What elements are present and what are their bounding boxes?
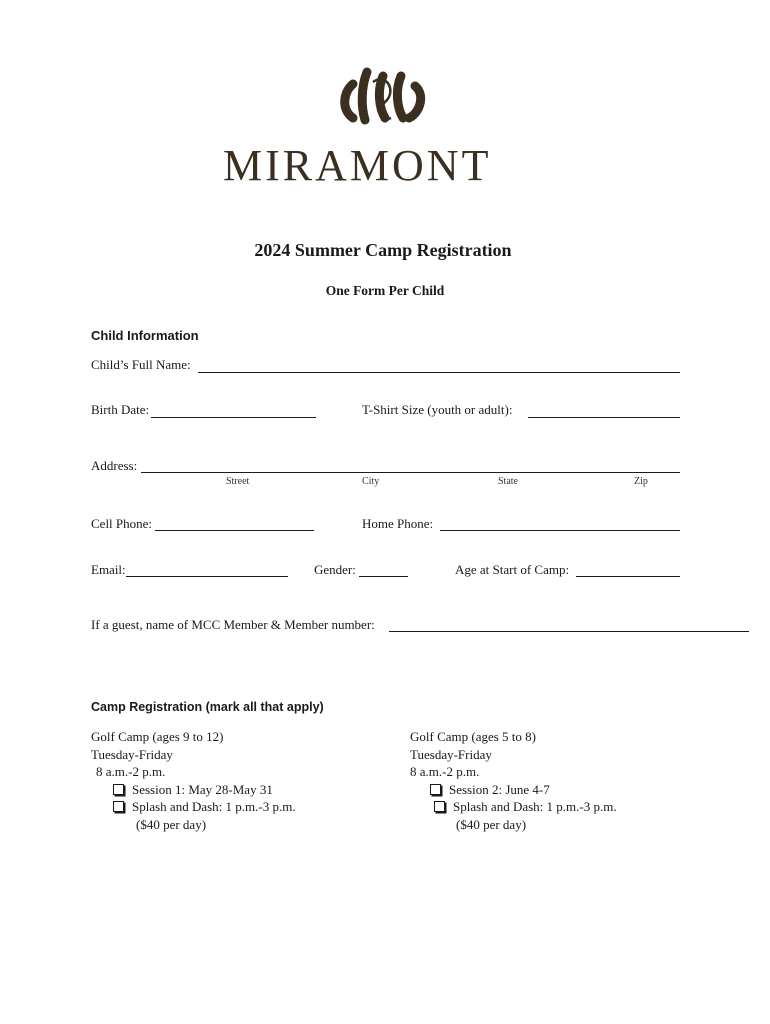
child-info-heading: Child Information: [91, 328, 199, 343]
page-subtitle: One Form Per Child: [325, 283, 445, 298]
camp-right-title: Golf Camp (ages 5 to 8): [410, 729, 537, 744]
address-state-label: State: [498, 476, 518, 487]
guest-member-label: If a guest, name of MCC Member & Member number:: [91, 617, 375, 632]
address-city-label: City: [362, 476, 380, 487]
checkbox-session-2[interactable]: [430, 784, 441, 795]
miramont-logo: [215, 62, 545, 207]
session-1-label: Session 1: May 28-May 31: [132, 781, 273, 797]
age-field[interactable]: [576, 576, 680, 577]
checkbox-splash-left[interactable]: [113, 801, 124, 812]
camp-left-column: [91, 728, 391, 833]
checkbox-session-1[interactable]: [113, 784, 124, 795]
tshirt-size-label: T-Shirt Size (youth or adult):: [362, 402, 513, 417]
session-2-label: Session 2: June 4-7: [449, 781, 550, 797]
camp-right-column: [410, 728, 710, 833]
page-title: 2024 Summer Camp Registration: [254, 240, 512, 260]
logo-wordmark: MIRAMONT: [223, 141, 492, 190]
camp-right-option-splash[interactable]: [410, 798, 710, 816]
gender-label: Gender:: [314, 562, 356, 577]
full-name-label: Child’s Full Name:: [91, 357, 191, 372]
home-phone-field[interactable]: [440, 530, 680, 531]
full-name-field[interactable]: [198, 372, 680, 373]
camp-left-option-splash[interactable]: [91, 798, 391, 816]
address-label: Address:: [91, 458, 138, 473]
home-phone-label: Home Phone:: [362, 516, 434, 531]
splash-right-label: Splash and Dash: 1 p.m.-3 p.m.: [453, 799, 617, 814]
guest-member-field[interactable]: [389, 631, 749, 632]
address-field[interactable]: [141, 472, 680, 473]
cell-phone-field[interactable]: [155, 530, 314, 531]
checkbox-splash-right[interactable]: [434, 801, 445, 812]
monogram-icon: [215, 62, 545, 137]
camp-left-option-session[interactable]: [91, 781, 391, 799]
splash-right-price: ($40 per day): [456, 816, 527, 832]
splash-left-label: Splash and Dash: 1 p.m.-3 p.m.: [132, 799, 296, 814]
email-label: Email:: [91, 562, 126, 577]
gender-field[interactable]: [359, 576, 408, 577]
camp-right-days: Tuesday-Friday: [410, 746, 492, 762]
camp-right-hours: 8 a.m.-2 p.m.: [410, 764, 480, 779]
email-field[interactable]: [126, 576, 288, 577]
address-street-label: Street: [226, 476, 250, 487]
age-label: Age at Start of Camp:: [455, 562, 570, 577]
birth-date-field[interactable]: [151, 417, 316, 418]
camp-left-days: Tuesday-Friday: [91, 746, 173, 762]
address-zip-label: Zip: [634, 476, 648, 487]
camp-left-title: Golf Camp (ages 9 to 12): [91, 729, 224, 744]
camp-left-hours: 8 a.m.-2 p.m.: [96, 764, 166, 779]
camp-right-option-session[interactable]: [410, 781, 710, 799]
splash-left-price: ($40 per day): [136, 816, 207, 832]
birth-date-label: Birth Date:: [91, 402, 150, 417]
camp-registration-heading: Camp Registration (mark all that apply): [91, 700, 324, 714]
tshirt-size-field[interactable]: [528, 417, 680, 418]
cell-phone-label: Cell Phone:: [91, 516, 153, 531]
